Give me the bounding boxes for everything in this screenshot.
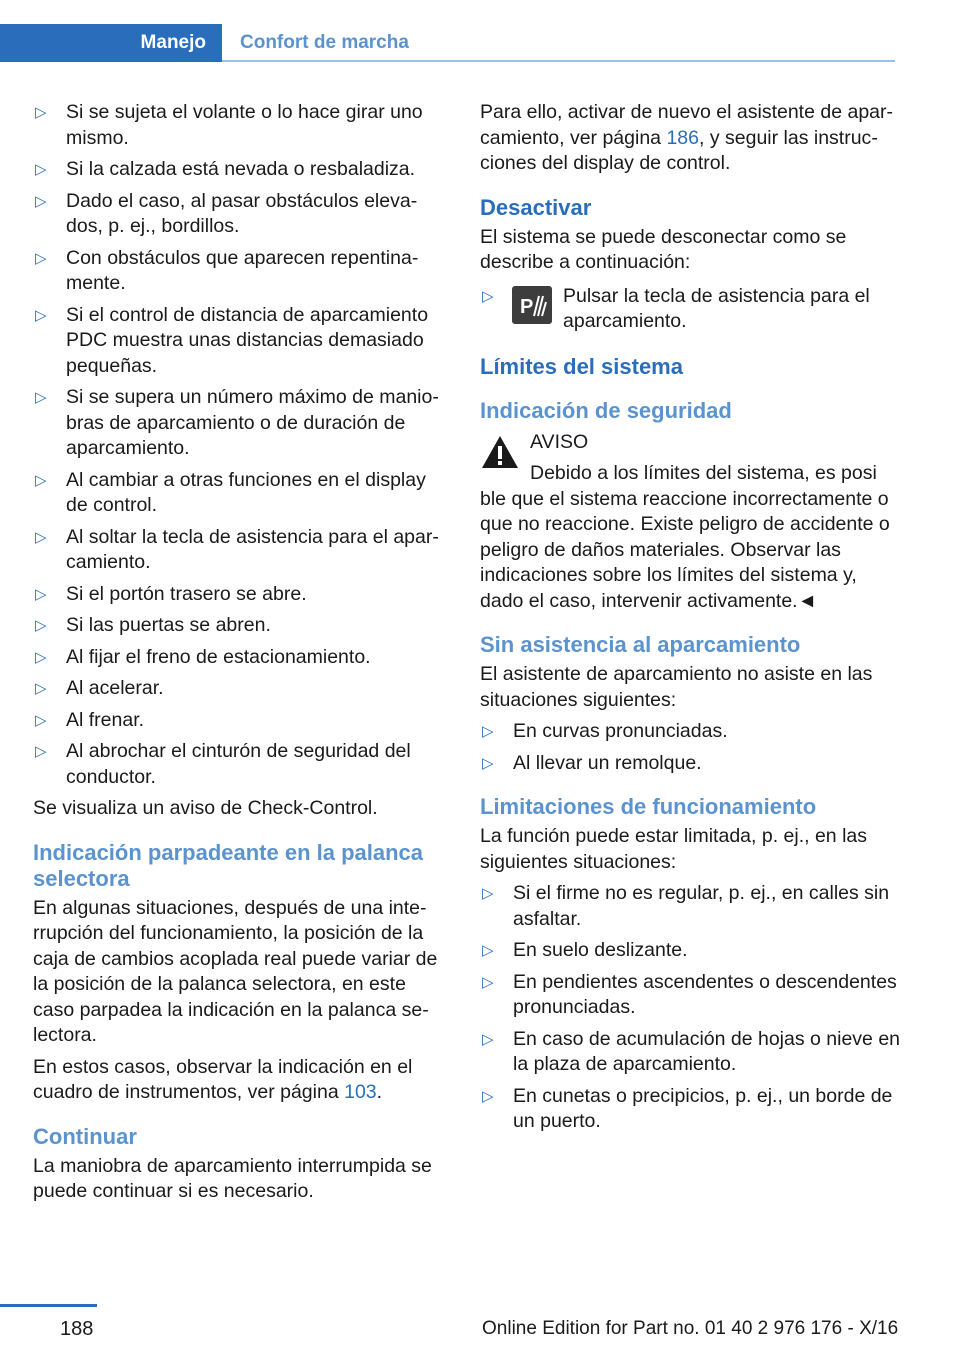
function-limits-paragraph: La función puede estar limitada, p. ej., en las siguientes situaciones: xyxy=(480,825,867,873)
continue-paragraph: La maniobra de aparcamiento interrumpida se puede continuar si es necesario. xyxy=(33,1154,432,1202)
list-item xyxy=(480,1084,900,1135)
bullet-icon: ▷ xyxy=(482,973,494,991)
heading-deactivate: Desactivar xyxy=(480,194,592,220)
bullet-icon: ▷ xyxy=(482,1087,494,1105)
bullet-icon: ▷ xyxy=(35,648,47,666)
list-item-text: Al abrochar el cinturón de seguridad del conductor. xyxy=(66,740,411,788)
list-item-text: Al frenar. xyxy=(66,708,145,731)
warning-title: AVISO xyxy=(530,430,589,453)
list-item-text: Con obstáculos que aparecen repentinamente. xyxy=(66,246,419,294)
parking-assist-key-text: Pulsar la tecla de asistencia para el aparcamiento. xyxy=(563,284,870,332)
flashing-paragraph-2-end: . xyxy=(376,1081,383,1103)
list-item xyxy=(480,970,900,1021)
right-column xyxy=(480,100,900,1141)
list-item xyxy=(33,100,443,151)
page-header xyxy=(0,24,895,62)
parking-assist-key-item xyxy=(480,284,900,336)
bullet-icon: ▷ xyxy=(35,306,47,324)
list-item xyxy=(480,1027,900,1078)
no-assistance-paragraph: El asistente de aparcamiento no asiste en las situaciones siguientes: xyxy=(480,663,873,711)
deactivate-paragraph: El sistema se puede desconectar como se describe a continuación: xyxy=(480,225,847,273)
list-item-text: Si el portón trasero se abre. xyxy=(66,582,307,605)
list-item-text: Al acelerar. xyxy=(66,677,164,699)
function-limits-list xyxy=(480,881,900,1135)
list-item-text: Si la calzada está nevada o resbaladiza. xyxy=(66,158,416,180)
section-tab[interactable]: Manejo xyxy=(0,24,222,62)
page-number: 188 xyxy=(60,1318,94,1340)
heading-continue: Continuar xyxy=(33,1123,137,1149)
list-item-text: Si las puertas se abren. xyxy=(66,614,271,636)
parking-assistant-button-icon xyxy=(512,286,552,324)
interruption-list xyxy=(33,100,443,790)
edition-note: Online Edition for Part no. 01 40 2 976 176 - X/16 xyxy=(482,1318,899,1339)
bullet-icon: ▷ xyxy=(35,743,47,760)
list-item-text: Al cambiar a otras funciones en el display de control. xyxy=(66,468,426,516)
flashing-paragraph-2-text: En estos casos, observar la indicación en el cuadro de instrumentos, ver página xyxy=(33,1055,413,1103)
left-column xyxy=(33,100,443,1211)
list-item xyxy=(33,303,443,380)
svg-text:P: P xyxy=(520,295,534,318)
list-item xyxy=(33,246,443,297)
list-item xyxy=(33,708,443,734)
list-item xyxy=(480,751,900,777)
list-item-text: Dado el caso, al pasar obstáculos elevados, p. ej., bordillos. xyxy=(66,189,418,237)
bullet-icon: ▷ xyxy=(35,617,47,634)
page-link-186[interactable]: 186 xyxy=(666,126,699,149)
list-item xyxy=(33,385,443,462)
list-item xyxy=(480,881,900,932)
list-item-text: Al fijar el freno de estacionamiento. xyxy=(66,645,371,668)
heading-no-assistance: Sin asistencia al aparcamiento xyxy=(480,632,801,657)
list-item xyxy=(33,739,443,790)
subsection-tab[interactable]: Confort de marcha xyxy=(240,32,409,53)
no-assistance-list xyxy=(480,719,900,776)
list-item xyxy=(33,468,443,519)
list-item-text: En curvas pronunciadas. xyxy=(513,720,728,742)
page-link-103[interactable]: 103 xyxy=(344,1081,377,1103)
warning-block xyxy=(480,430,900,615)
bullet-icon: ▷ xyxy=(482,754,494,772)
list-item-text: Si el firme no es regular, p. ej., en calles sin asfaltar. xyxy=(513,882,890,930)
bullet-icon: ▷ xyxy=(35,528,47,546)
heading-safety-note: Indicación de seguridad xyxy=(480,397,732,423)
bullet-icon: ▷ xyxy=(35,389,47,406)
list-item xyxy=(33,645,443,671)
heading-function-limits: Limitaciones de funcionamiento xyxy=(480,794,817,819)
list-item xyxy=(33,582,443,608)
list-item xyxy=(33,157,443,183)
list-item-text: Al soltar la tecla de asistencia para el aparcamiento. xyxy=(66,525,439,573)
list-item-text: Si se sujeta el volante o lo hace girar uno mismo. xyxy=(66,101,423,149)
check-control-note: Se visualiza un aviso de Check-Control. xyxy=(33,797,378,819)
list-item xyxy=(33,613,443,639)
flashing-paragraph-2 xyxy=(33,1055,443,1106)
header-divider xyxy=(222,60,895,62)
bullet-icon: ▷ xyxy=(35,161,47,178)
list-item xyxy=(33,189,443,240)
list-item-text: En cunetas o precipicios, p. ej., un borde de un puerto. xyxy=(513,1084,893,1132)
bullet-icon: ▷ xyxy=(482,1030,494,1048)
reactivate-text: Para ello, activar de nuevo el asistente de aparcamiento, ver página xyxy=(480,101,894,149)
footer-rule xyxy=(0,1304,97,1307)
bullet-icon: ▷ xyxy=(35,471,47,489)
bullet-icon: ▷ xyxy=(35,249,47,267)
bullet-icon: ▷ xyxy=(482,723,494,740)
list-item xyxy=(33,676,443,702)
list-item-text: Al llevar un remolque. xyxy=(513,751,702,774)
flashing-paragraph-1: En algunas situaciones, después de una interrupción del funcionamiento, la posición de la caja de cambios acoplada real puede variar de la posición de la palanca selectora, en este caso parpadea la indicación en la palanca selectora. xyxy=(33,896,438,1046)
bullet-icon: ▷ xyxy=(35,192,47,210)
heading-flashing-indicator: Indicación parpadeante en la palanca selectora xyxy=(33,839,424,891)
list-item xyxy=(33,525,443,576)
heading-system-limits: Límites del sistema xyxy=(480,353,683,379)
bullet-icon: ▷ xyxy=(35,104,47,121)
list-item-text: En caso de acumulación de hojas o nieve en la plaza de aparcamiento. xyxy=(513,1027,901,1075)
warning-text-first-line: Debido a los límites del sistema, es posi xyxy=(530,462,877,484)
warning-triangle-icon xyxy=(480,434,520,470)
bullet-icon: ▷ xyxy=(482,942,494,959)
bullet-icon: ▷ xyxy=(482,885,494,902)
list-item xyxy=(480,938,900,964)
list-item-text: En pendientes ascendentes o descendentes pronunciadas. xyxy=(513,970,897,1018)
warning-text: ble que el sistema reaccione incorrectamente o que no reaccione. Existe peligro de accidente o peligro de daños materiales. Observar las indicaciones sobre los límites del sistema y, dado el caso, intervenir activamente.◄ xyxy=(480,487,890,612)
list-item-text: Si se supera un número máximo de maniobras de aparcamiento o de duración de aparcamiento. xyxy=(66,386,439,459)
bullet-icon: ▷ xyxy=(35,711,47,729)
list-item xyxy=(480,719,900,745)
bullet-icon: ▷ xyxy=(482,287,494,305)
bullet-icon: ▷ xyxy=(35,585,47,603)
list-item-text: En suelo deslizante. xyxy=(513,939,688,961)
reactivate-paragraph xyxy=(480,100,900,177)
bullet-icon: ▷ xyxy=(35,680,47,697)
reactivate-text-end: , y seguir las instrucciones del display de control. xyxy=(480,126,878,174)
list-item-text: Si el control de distancia de aparcamiento PDC muestra unas distancias demasiado pequeñas. xyxy=(66,303,429,377)
